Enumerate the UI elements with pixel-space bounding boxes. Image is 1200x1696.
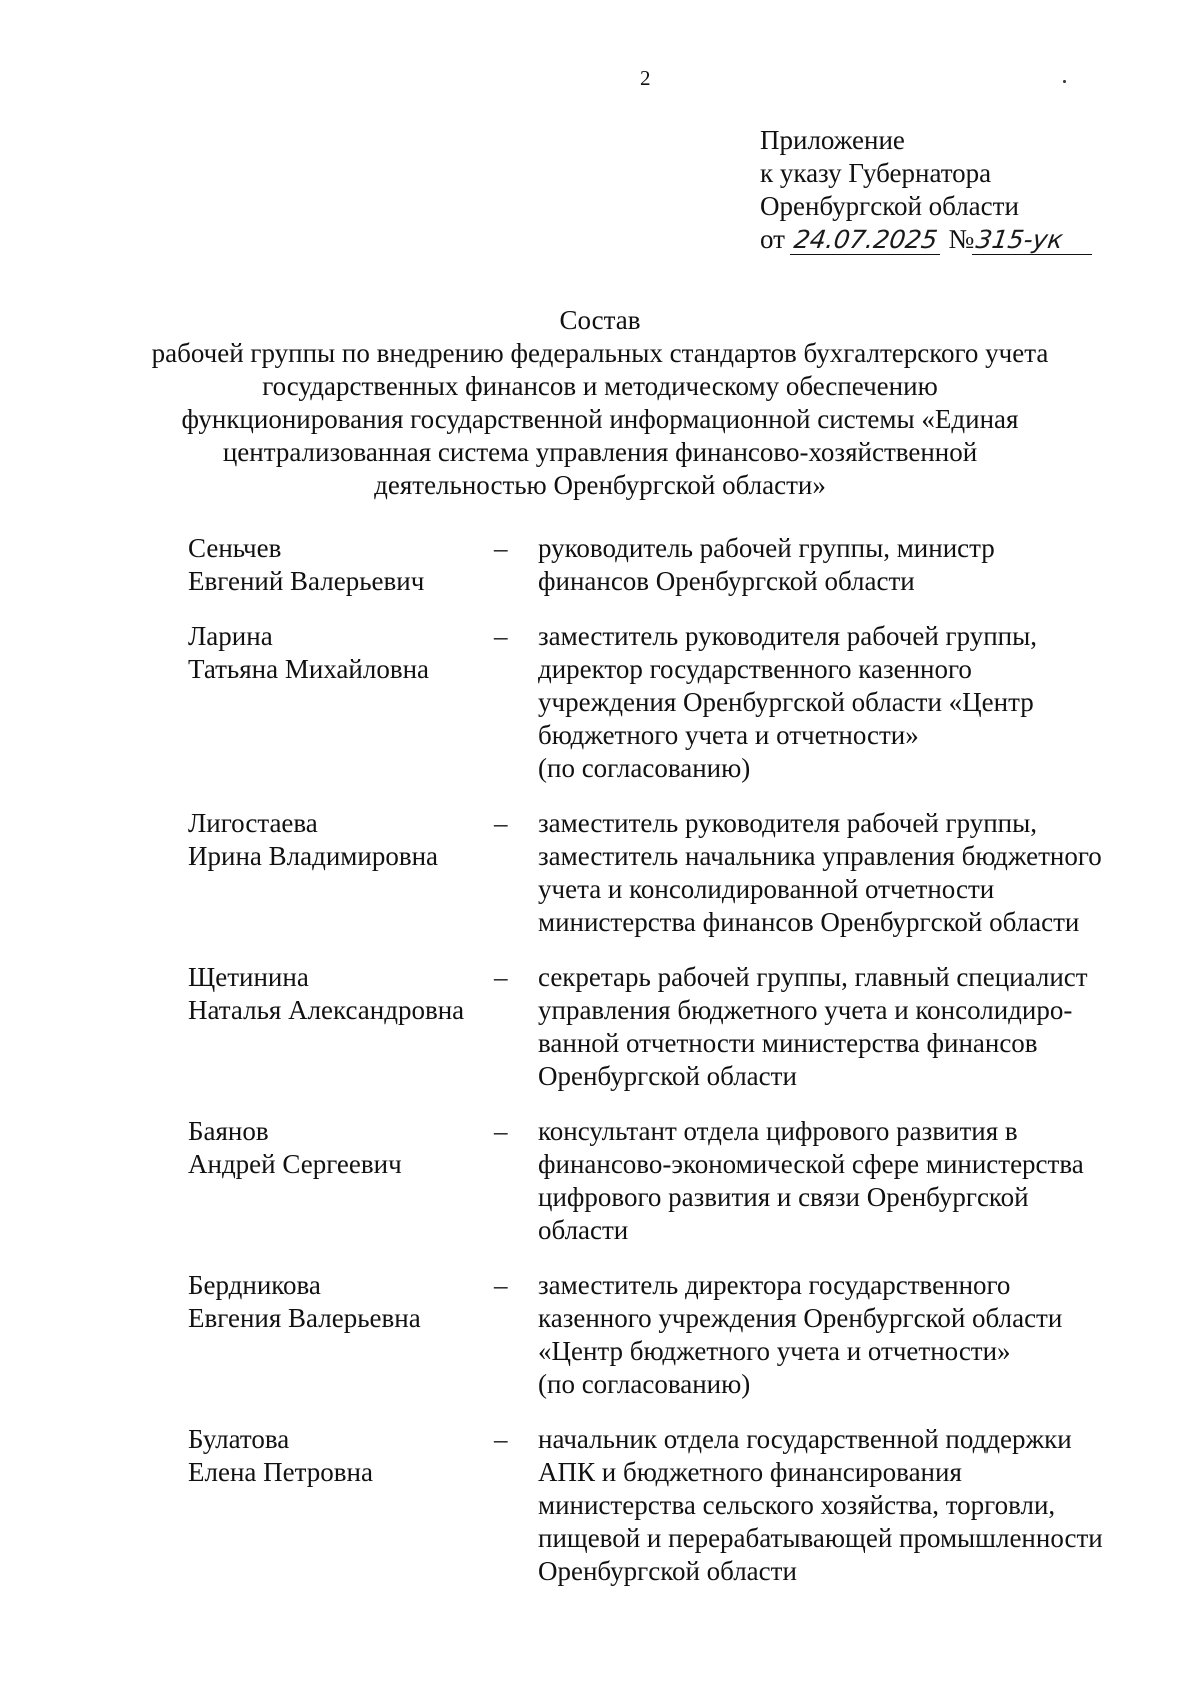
member-description-line: АПК и бюджетного финансирования <box>538 1457 962 1487</box>
member-name <box>188 1115 494 1181</box>
member-name <box>188 807 494 873</box>
member-description-line: руководитель рабочей группы, министр <box>538 533 995 563</box>
member-dash: – <box>494 533 508 563</box>
member-description-line: пищевой и перерабатывающей промышленности <box>538 1523 1103 1553</box>
member-description-line: цифрового развития и связи Оренбургской <box>538 1182 1029 1212</box>
number-prefix: № <box>948 224 975 254</box>
appendix-line-3: Оренбургской области <box>760 191 1019 221</box>
member-given-name: Татьяна Михайловна <box>188 654 430 684</box>
member-description-line: Оренбургской области <box>538 1061 797 1091</box>
document-heading <box>150 304 1050 502</box>
member-description-line: заместитель руководителя рабочей группы, <box>538 621 1038 651</box>
appendix-date-line <box>760 223 1094 256</box>
member-given-name: Наталья Александровна <box>188 995 465 1025</box>
member-dash: – <box>494 621 508 651</box>
member-description-line: заместитель начальника управления бюджетного <box>538 841 1102 871</box>
appendix-block <box>760 124 1094 256</box>
member-description-line: (по согласованию) <box>538 753 751 783</box>
member-description-line: секретарь рабочей группы, главный специалист <box>538 962 1088 992</box>
member-row <box>188 961 1148 1093</box>
member-name <box>188 532 494 598</box>
member-description-line: области <box>538 1215 629 1245</box>
member-dash: – <box>494 1270 508 1300</box>
member-description <box>538 620 1148 785</box>
handwritten-number: 315-ук <box>972 226 1096 255</box>
member-given-name: Евгения Валерьевна <box>188 1303 421 1333</box>
member-description-line: Оренбургской области <box>538 1556 797 1586</box>
member-description-line: бюджетного учета и отчетности» <box>538 720 919 750</box>
member-description-line: министерства финансов Оренбургской области <box>538 907 1080 937</box>
member-surname: Баянов <box>188 1116 269 1146</box>
member-dash: – <box>494 1116 508 1146</box>
member-description-line: консультант отдела цифрового развития в <box>538 1116 1018 1146</box>
member-name <box>188 1269 494 1335</box>
member-description <box>538 1269 1148 1401</box>
member-row <box>188 1269 1148 1401</box>
member-description <box>538 1115 1148 1247</box>
member-surname: Лигостаева <box>188 808 318 838</box>
member-row <box>188 1423 1148 1588</box>
member-description-line: управления бюджетного учета и консолидиро- <box>538 995 1073 1025</box>
member-description-line: «Центр бюджетного учета и отчетности» <box>538 1336 1011 1366</box>
member-description <box>538 532 1148 598</box>
member-description <box>538 961 1148 1093</box>
date-prefix: от <box>760 224 785 254</box>
member-description-line: директор государственного казенного <box>538 654 972 684</box>
member-name <box>188 1423 494 1489</box>
heading-line: рабочей группы по внедрению федеральных стандартов бухгалтерского учета <box>151 338 1049 368</box>
member-dash: – <box>494 1424 508 1454</box>
member-given-name: Елена Петровна <box>188 1457 373 1487</box>
member-description-line: заместитель руководителя рабочей группы, <box>538 808 1038 838</box>
member-description-line: казенного учреждения Оренбургской области <box>538 1303 1063 1333</box>
member-given-name: Андрей Сергеевич <box>188 1149 402 1179</box>
member-description-line: учета и консолидированной отчетности <box>538 874 995 904</box>
page-number: 2 <box>640 66 651 90</box>
appendix-line-1: Приложение <box>760 125 905 155</box>
member-name <box>188 620 494 686</box>
member-description-line: заместитель директора государственного <box>538 1270 1011 1300</box>
member-surname: Булатова <box>188 1424 290 1454</box>
heading-line: централизованная система управления финансово-хозяйственной <box>222 437 978 467</box>
member-row <box>188 807 1148 939</box>
member-surname: Сеньчев <box>188 533 282 563</box>
member-surname: Ларина <box>188 621 273 651</box>
member-description <box>538 807 1148 939</box>
member-name <box>188 961 494 1027</box>
heading-line: деятельностью Оренбургской области» <box>374 470 826 500</box>
member-description-line: учреждения Оренбургской области «Центр <box>538 687 1034 717</box>
scan-dot <box>1063 80 1066 83</box>
heading-line: функционирования государственной информационной системы «Единая <box>181 404 1019 434</box>
members-list <box>188 532 1148 1610</box>
member-description-line: начальник отдела государственной поддержки <box>538 1424 1072 1454</box>
appendix-line-2: к указу Губернатора <box>760 158 992 188</box>
member-surname: Бердникова <box>188 1270 321 1300</box>
member-description-line: министерства сельского хозяйства, торговли, <box>538 1490 1056 1520</box>
member-description-line: финансов Оренбургской области <box>538 566 915 596</box>
member-row <box>188 620 1148 785</box>
member-description-line: (по согласованию) <box>538 1369 751 1399</box>
heading-title: Состав <box>559 305 641 335</box>
heading-line: государственных финансов и методическому обеспечению <box>262 371 938 401</box>
member-surname: Щетинина <box>188 962 309 992</box>
member-description-line: финансово-экономической сфере министерства <box>538 1149 1084 1179</box>
member-row <box>188 532 1148 598</box>
member-dash: – <box>494 808 508 838</box>
handwritten-date: 24.07.2025 <box>790 226 944 255</box>
member-dash: – <box>494 962 508 992</box>
member-given-name: Ирина Владимировна <box>188 841 439 871</box>
member-row <box>188 1115 1148 1247</box>
member-description <box>538 1423 1148 1588</box>
member-description-line: ванной отчетности министерства финансов <box>538 1028 1038 1058</box>
member-given-name: Евгений Валерьевич <box>188 566 425 596</box>
